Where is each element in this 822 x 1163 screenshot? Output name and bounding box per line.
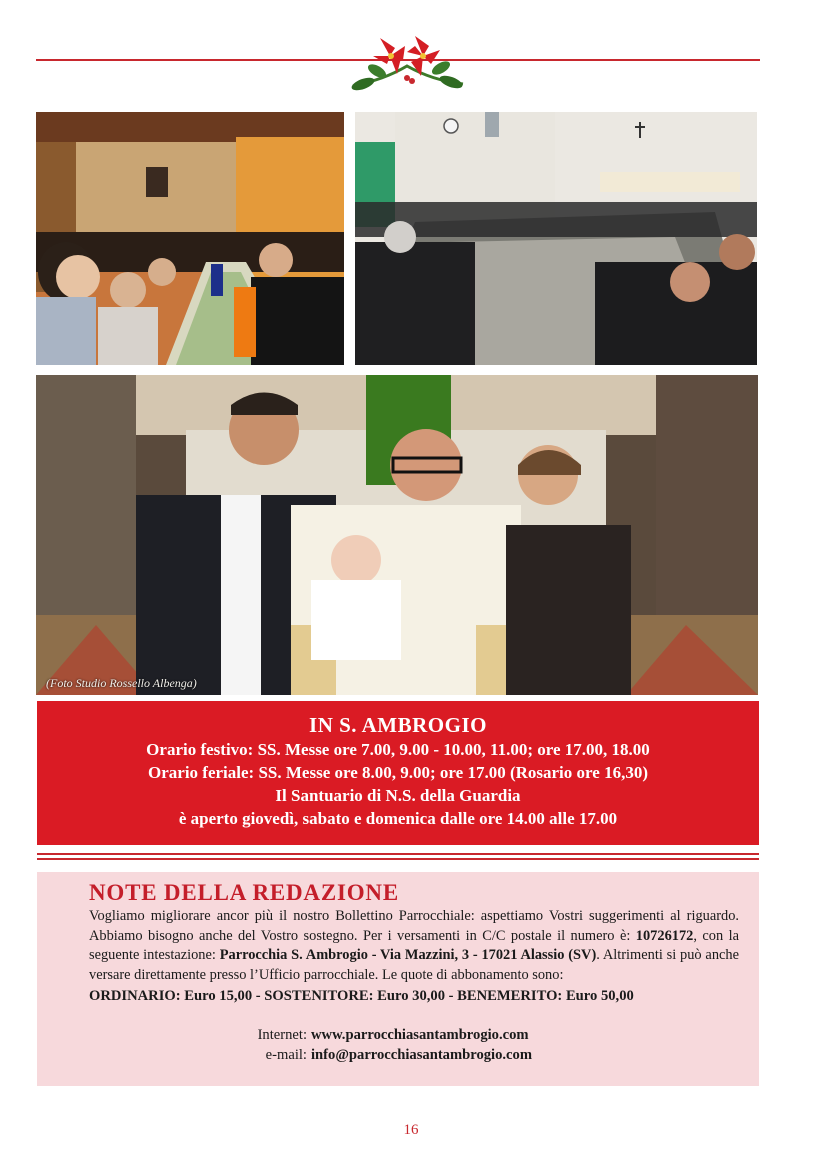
notes-body [89,907,739,985]
email-row [249,1046,739,1066]
mass-schedule-box [37,701,759,845]
schedule-title: IN S. AMBROGIO [309,713,487,737]
section-divider-bottom [37,858,759,860]
sanctuary-hours-line: è aperto giovedì, sabato e domenica dalle ore 14.00 alle 17.00 [178,809,618,828]
internet-label: Internet: [257,1027,307,1043]
notes-text-intro: Vogliamo migliorare ancor più il nostro Bollettino Parrocchiale: aspettiamo Vostri suggerimenti al riguardo. Abbiamo bisogno anche del Vostro sostegno. Per i versamenti in C/C postale il numero è: [89,908,739,944]
notes-text-holder-intro: , con la seguente intestazione: [89,927,739,963]
section-divider-top [37,853,759,855]
sanctuary-name-line: Il Santuario di N.S. della Guardia [275,786,521,805]
editorial-notes-box [37,872,759,1086]
subscription-rates: ORDINARIO: Euro 15,00 - SOSTENITORE: Euro 30,00 - BENEMERITO: Euro 50,00 [89,988,634,1004]
postal-account-holder: Parrocchia S. Ambrogio - Via Mazzini, 3 - 17021 Alassio (SV) [219,947,597,963]
notes-heading: NOTE DELLA REDAZIONE [89,880,399,905]
website-link[interactable]: www.parrocchiasantambrogio.com [311,1027,529,1043]
photo-credit-caption: (Foto Studio Rossello Albenga) [46,676,197,690]
baptism-photo [36,375,758,695]
internet-row [249,1026,739,1046]
email-label: e-mail: [265,1046,307,1063]
dinner-photo [36,112,344,365]
notes-text-outro: . Altrimenti si può anche versare direttamente presso l’Ufficio parrocchiale. Le quote di abbonamento sono: [89,947,739,983]
page-number: 16 [403,1122,419,1138]
poinsettia-ornament-icon [345,26,469,98]
schedule-festive-line: Orario festivo: SS. Messe ore 7.00, 9.00 - 10.00, 11.00; ore 17.00, 18.00 [146,740,650,759]
email-link[interactable]: info@parrocchiasantambrogio.com [311,1046,532,1063]
contact-info [89,1026,739,1065]
postal-account-number: 10726172 [635,927,694,944]
schedule-weekday-line: Orario feriale: SS. Messe ore 8.00, 9.00; ore 17.00 (Rosario ore 16,30) [148,763,648,782]
meeting-photo [355,112,757,365]
